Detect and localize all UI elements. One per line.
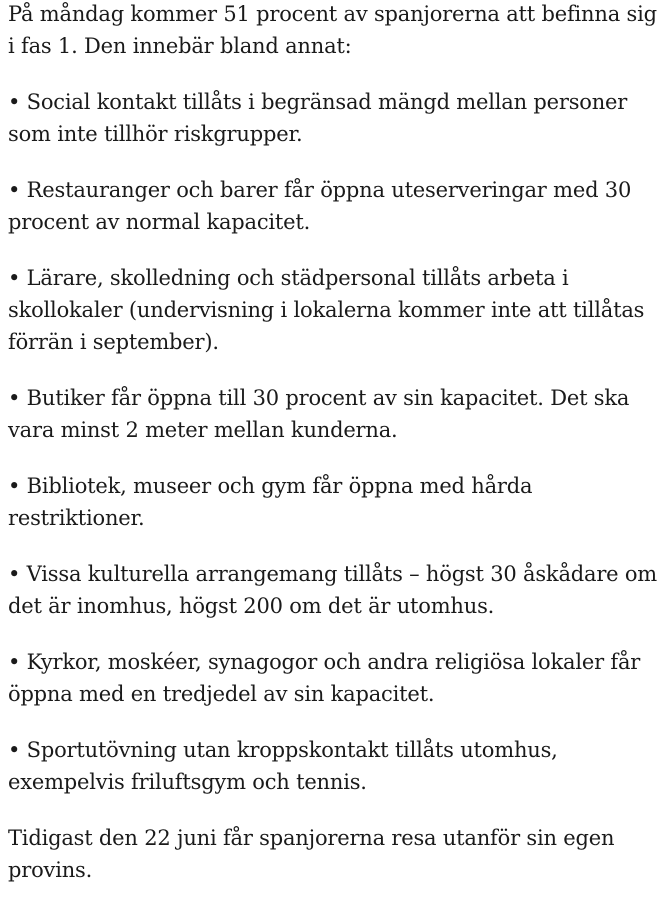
bullet-item — [8, 86, 658, 150]
bullet-text: Restauranger och barer får öppna uteserveringar med 30 procent av normal kapacitet. — [8, 178, 632, 234]
bullet-mark: • — [8, 386, 21, 410]
bullet-text: Sportutövning utan kroppskontakt tillåts utomhus, exempelvis friluftsgym och tennis. — [8, 738, 558, 794]
bullet-mark: • — [8, 650, 21, 674]
bullet-mark: • — [8, 562, 21, 586]
bullet-item — [8, 734, 658, 798]
bullet-text: Kyrkor, moskéer, synagogor och andra religiösa lokaler får öppna med en tredjedel av sin kapacitet. — [8, 650, 641, 706]
bullet-mark: • — [8, 266, 21, 290]
bullet-text: Butiker får öppna till 30 procent av sin kapacitet. Det ska vara minst 2 meter mellan kunderna. — [8, 386, 630, 442]
bullet-mark: • — [8, 474, 21, 498]
bullet-mark: • — [8, 738, 21, 762]
bullet-item — [8, 262, 658, 358]
bullet-mark: • — [8, 90, 21, 114]
bullet-mark: • — [8, 178, 21, 202]
bullet-item — [8, 174, 658, 238]
bullet-text: Bibliotek, museer och gym får öppna med hårda restriktioner. — [8, 474, 533, 530]
bullet-text: Social kontakt tillåts i begränsad mängd mellan personer som inte tillhör riskgrupper. — [8, 90, 628, 146]
intro-paragraph: På måndag kommer 51 procent av spanjorerna att befinna sig i fas 1. Den innebär bland annat: — [8, 2, 657, 58]
bullet-item — [8, 646, 658, 710]
bullet-text: Lärare, skolledning och städpersonal tillåts arbeta i skollokaler (undervisning i lokalerna kommer inte att tillåtas förrän i september). — [8, 266, 645, 354]
closing-paragraph: Tidigast den 22 juni får spanjorerna resa utanför sin egen provins. — [8, 826, 615, 882]
bullet-item — [8, 470, 658, 534]
bullet-item — [8, 558, 658, 622]
bullet-item — [8, 382, 658, 446]
bullet-text: Vissa kulturella arrangemang tillåts – högst 30 åskådare om det är inomhus, högst 200 om det är utomhus. — [8, 562, 658, 618]
article-body — [8, 0, 658, 910]
